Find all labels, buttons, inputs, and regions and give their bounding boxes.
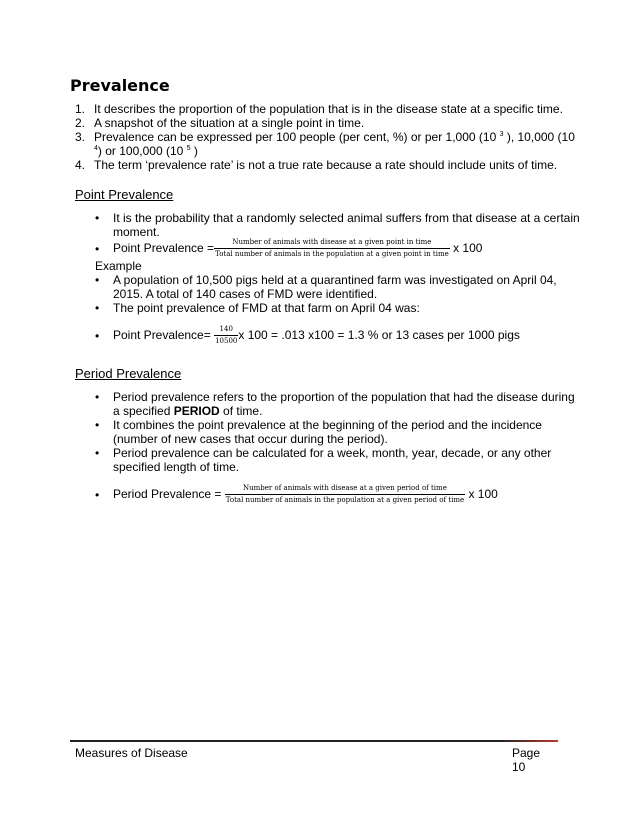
- point-formula: [113, 235, 482, 261]
- list-item-3-text-d: ): [193, 144, 198, 158]
- list-item-3-text-c: ) or 100,000 (10: [97, 144, 184, 158]
- superscript-5: 5: [186, 145, 191, 152]
- bullet-icon: [95, 446, 99, 460]
- period-formula-label: Period Prevalence =: [113, 487, 222, 501]
- period-formula-denominator: Total number of animals in the population at a given period of time: [225, 496, 465, 505]
- period-bullet-3-line-1: Period prevalence can be calculated for a week, month, year, decade, or any other: [113, 446, 552, 460]
- period-bullet-2-line-1: It combines the point prevalence at the beginning of the period and the incidence: [113, 418, 542, 432]
- footer-title: Measures of Disease: [75, 746, 188, 760]
- point-bullet-1-line-2: moment.: [113, 225, 160, 239]
- period-bullet-1-line-2: [113, 404, 262, 418]
- point-prevalence-heading: Point Prevalence: [75, 187, 174, 202]
- point-calc-tail: x 100 = .013 x100 = 1.3 % or 13 cases per 1000 pigs: [238, 328, 520, 342]
- bullet-icon: [95, 488, 99, 502]
- bullet-icon: [95, 301, 99, 315]
- example-bullet-2: The point prevalence of FMD at that farm on April 04 was:: [113, 301, 420, 315]
- page-label: Page: [512, 746, 541, 760]
- superscript-3: 3: [499, 131, 504, 138]
- point-calc-label: Point Prevalence=: [113, 328, 211, 342]
- period-formula: [113, 481, 498, 507]
- period-bullet-1-text-b: of time.: [219, 404, 263, 418]
- period-formula-numerator: Number of animals with disease at a given period of time: [243, 484, 447, 493]
- example-bullet-1-line-2: 2015. A total of 140 cases of FMD were identified.: [113, 287, 378, 301]
- bullet-icon: [95, 329, 99, 343]
- period-bullet-3-line-2: specified length of time.: [113, 460, 240, 474]
- page-title: Prevalence: [70, 76, 170, 95]
- list-number-3: 3.: [75, 130, 86, 144]
- list-number-1: 1.: [75, 102, 86, 116]
- example-bullet-1-line-1: A population of 10,500 pigs held at a quarantined farm was investigated on April 04,: [113, 273, 557, 287]
- point-calculation: [113, 322, 520, 348]
- bullet-icon: [95, 242, 99, 256]
- point-bullet-1-line-1: It is the probability that a randomly selected animal suffers from that disease at a certain: [113, 211, 580, 225]
- period-prevalence-heading: Period Prevalence: [75, 366, 182, 381]
- period-bullet-1-text-a: a specified: [113, 404, 174, 418]
- list-item-3-text-a: Prevalence can be expressed per 100 people (per cent, %) or per 1,000 (10: [94, 130, 497, 144]
- superscript-4: 4: [94, 145, 98, 152]
- period-formula-tail: x 100: [468, 487, 498, 501]
- list-item-4: The term ‘prevalence rate’ is not a true rate because a rate should include units of time.: [94, 158, 558, 172]
- point-calc-numerator: 140: [219, 325, 233, 334]
- period-bullet-1-line-1: Period prevalence refers to the proportion of the population that had the disease during: [113, 390, 575, 404]
- period-emphasis: PERIOD: [173, 404, 220, 418]
- bullet-icon: [95, 273, 99, 287]
- period-bullet-2-line-2: (number of new cases that occur during the period).: [113, 432, 388, 446]
- period-formula-fraction: [225, 484, 465, 505]
- example-label: Example: [95, 259, 142, 273]
- page-number: 10: [512, 760, 526, 774]
- footer-divider: [70, 740, 558, 742]
- point-calc-fraction: [214, 325, 238, 346]
- point-formula-numerator: Number of animals with disease at a given point in time: [232, 238, 432, 247]
- list-number-2: 2.: [75, 116, 86, 130]
- list-item-3-line-1: [94, 130, 575, 144]
- list-item-3-line-2: [94, 144, 198, 158]
- list-number-4: 4.: [75, 158, 86, 172]
- list-item-1: It describes the proportion of the population that is in the disease state at a specific time.: [94, 102, 563, 116]
- bullet-icon: [95, 211, 99, 225]
- list-item-3-text-b: ), 10,000 (10: [506, 130, 575, 144]
- point-formula-tail: x 100: [453, 241, 483, 255]
- bullet-icon: [95, 418, 99, 432]
- point-calc-denominator: 10500: [215, 337, 238, 346]
- point-formula-fraction: [214, 238, 450, 259]
- point-formula-denominator: Total number of animals in the population at a given point in time: [215, 250, 449, 259]
- page-number-block: [512, 746, 540, 774]
- list-item-2: A snapshot of the situation at a single point in time.: [94, 116, 365, 130]
- point-formula-label: Point Prevalence =: [113, 241, 215, 255]
- bullet-icon: [95, 390, 99, 404]
